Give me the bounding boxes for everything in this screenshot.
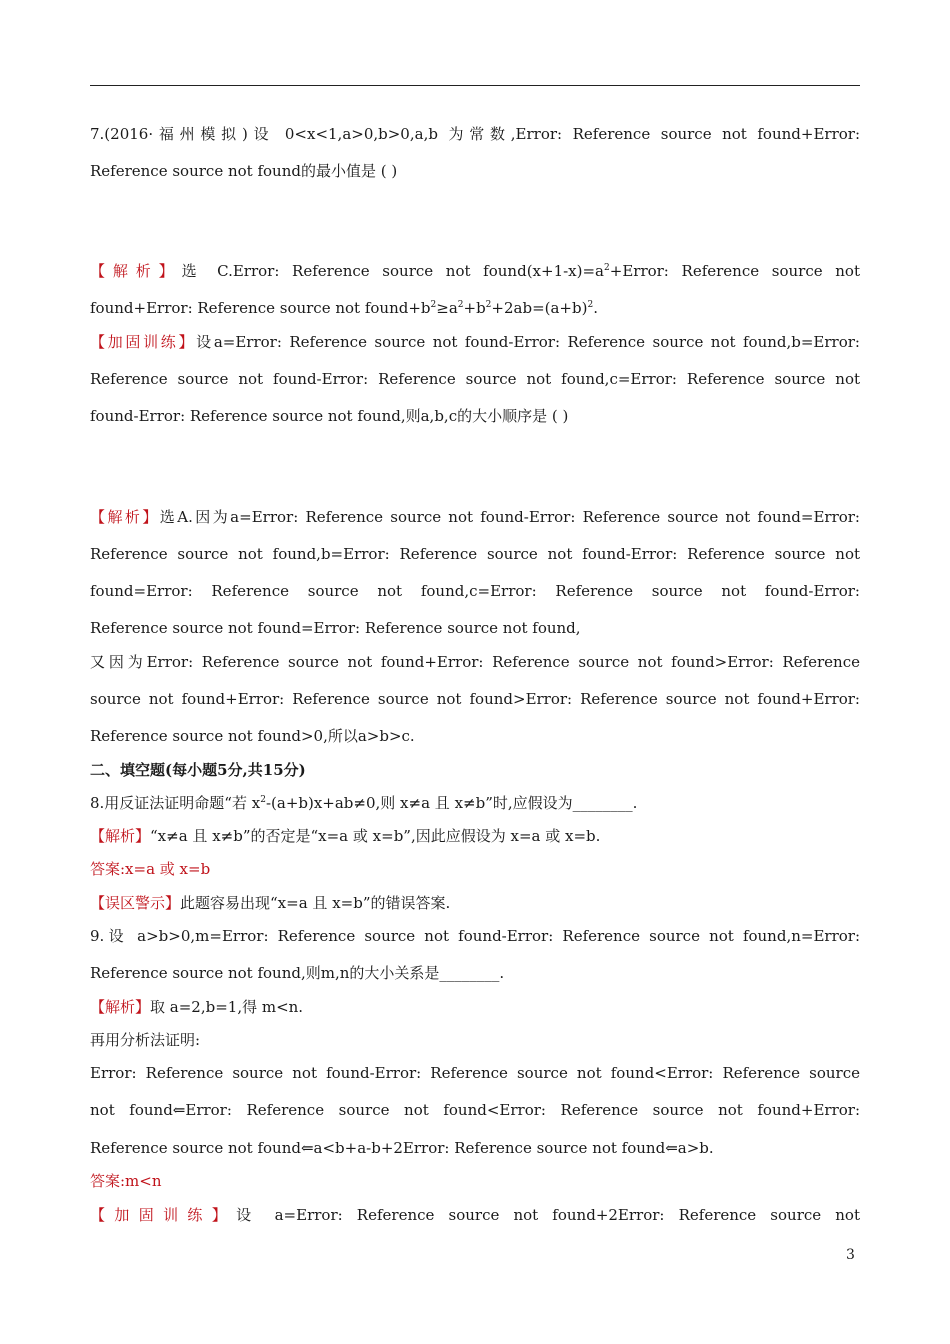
training-tag: 【加固训练】 — [90, 1206, 237, 1224]
q9-line-6: not found⇐Error: Reference source not found<Error: Reference source not found+Error: — [90, 1101, 860, 1119]
training-1-line-1: 【加固训练】设a=Error: Reference source not found-Error: Reference source not found,b=Error: — [90, 333, 860, 351]
training-1-solution-line-1: 【解析】选A.因为a=Error: Reference source not found-Error: Reference source not found=Error: — [90, 508, 860, 526]
training-2-line-1: 【加固训练】设 a=Error: Reference source not found+2Error: Reference source not — [90, 1206, 860, 1224]
training-1-solution-line-7: Reference source not found>0,所以a>b>c. — [90, 727, 415, 745]
q7-line-1: 7.(2016·福州模拟)设 0<x<1,a>0,b>0,a,b 为常数,Error: Reference source not found+Error: — [90, 125, 860, 143]
q9-line-7: Reference source not found⇐a<b+a-b+2Error: Reference source not found⇐a>b. — [90, 1139, 714, 1157]
training-1-solution-line-2: Reference source not found,b=Error: Reference source not found-Error: Reference source not — [90, 545, 860, 563]
q9-line-5: Error: Reference source not found-Error: Reference source not found<Error: Reference source — [90, 1064, 860, 1082]
warning-tag: 【误区警示】 — [90, 894, 181, 912]
page-number: 3 — [846, 1247, 855, 1263]
q9-solution: 【解析】取 a=2,b=1,得 m<n. — [90, 998, 304, 1016]
solution-tag: 【解析】 — [90, 827, 151, 845]
q9-line-4: 再用分析法证明: — [90, 1031, 201, 1049]
q8-line-1: 8.用反证法证明命题“若 $x^2-(a+b)x+ab\ne 0$,则 x≠a 且 x≠b”时,应假设为________. — [90, 794, 638, 812]
q9-answer: 答案:m<n — [90, 1172, 162, 1190]
training-1-solution-line-6: source not found+Error: Reference source not found>Error: Reference source not found+Error: — [90, 690, 860, 708]
solution-tag: 【解析】 — [90, 508, 160, 526]
training-1-line-3: found-Error: Reference source not found,则a,b,c的大小顺序是 ( ) — [90, 407, 569, 425]
q7-solution-line-1: 【解析】选 C.Error: Reference source not $found(x+1-x)=a^2+Error$: Reference source not — [90, 262, 860, 280]
training-tag: 【加固训练】 — [90, 333, 197, 351]
q8-answer: 答案:x=a 或 x=b — [90, 860, 211, 878]
section-2-title: 二、填空题(每小题5分,共15分) — [90, 761, 306, 779]
solution-tag: 【解析】 — [90, 262, 182, 280]
training-1-solution-line-4: Reference source not found=Error: Reference source not found, — [90, 619, 581, 637]
q8-warning: 【误区警示】此题容易出现“x=a 且 x=b”的错误答案. — [90, 894, 451, 912]
q9-line-2: Reference source not found,则m,n的大小关系是________. — [90, 964, 505, 982]
q9-line-1: 9.设 a>b>0,m=Error: Reference source not found-Error: Reference source not found,n=Error: — [90, 927, 860, 945]
q7-line-2: Reference source not found的最小值是 ( ) — [90, 162, 398, 180]
q8-solution: 【解析】“x≠a 且 x≠b”的否定是“x=a 或 x=b”,因此应假设为 x=a 或 x=b. — [90, 827, 601, 845]
q7-solution-line-2: found+Error: Reference source not $found+b^2\ge a^2+b^2+2ab=(a+b)^2$. — [90, 299, 598, 317]
solution-tag: 【解析】 — [90, 998, 151, 1016]
header-rule — [90, 85, 860, 86]
training-1-solution-line-3: found=Error: Reference source not found,c=Error: Reference source not found-Error: — [90, 582, 860, 600]
training-1-line-2: Reference source not found-Error: Reference source not found,c=Error: Reference source not — [90, 370, 860, 388]
training-1-solution-line-5: 又因为Error: Reference source not found+Error: Reference source not found>Error: Reference — [90, 653, 860, 671]
